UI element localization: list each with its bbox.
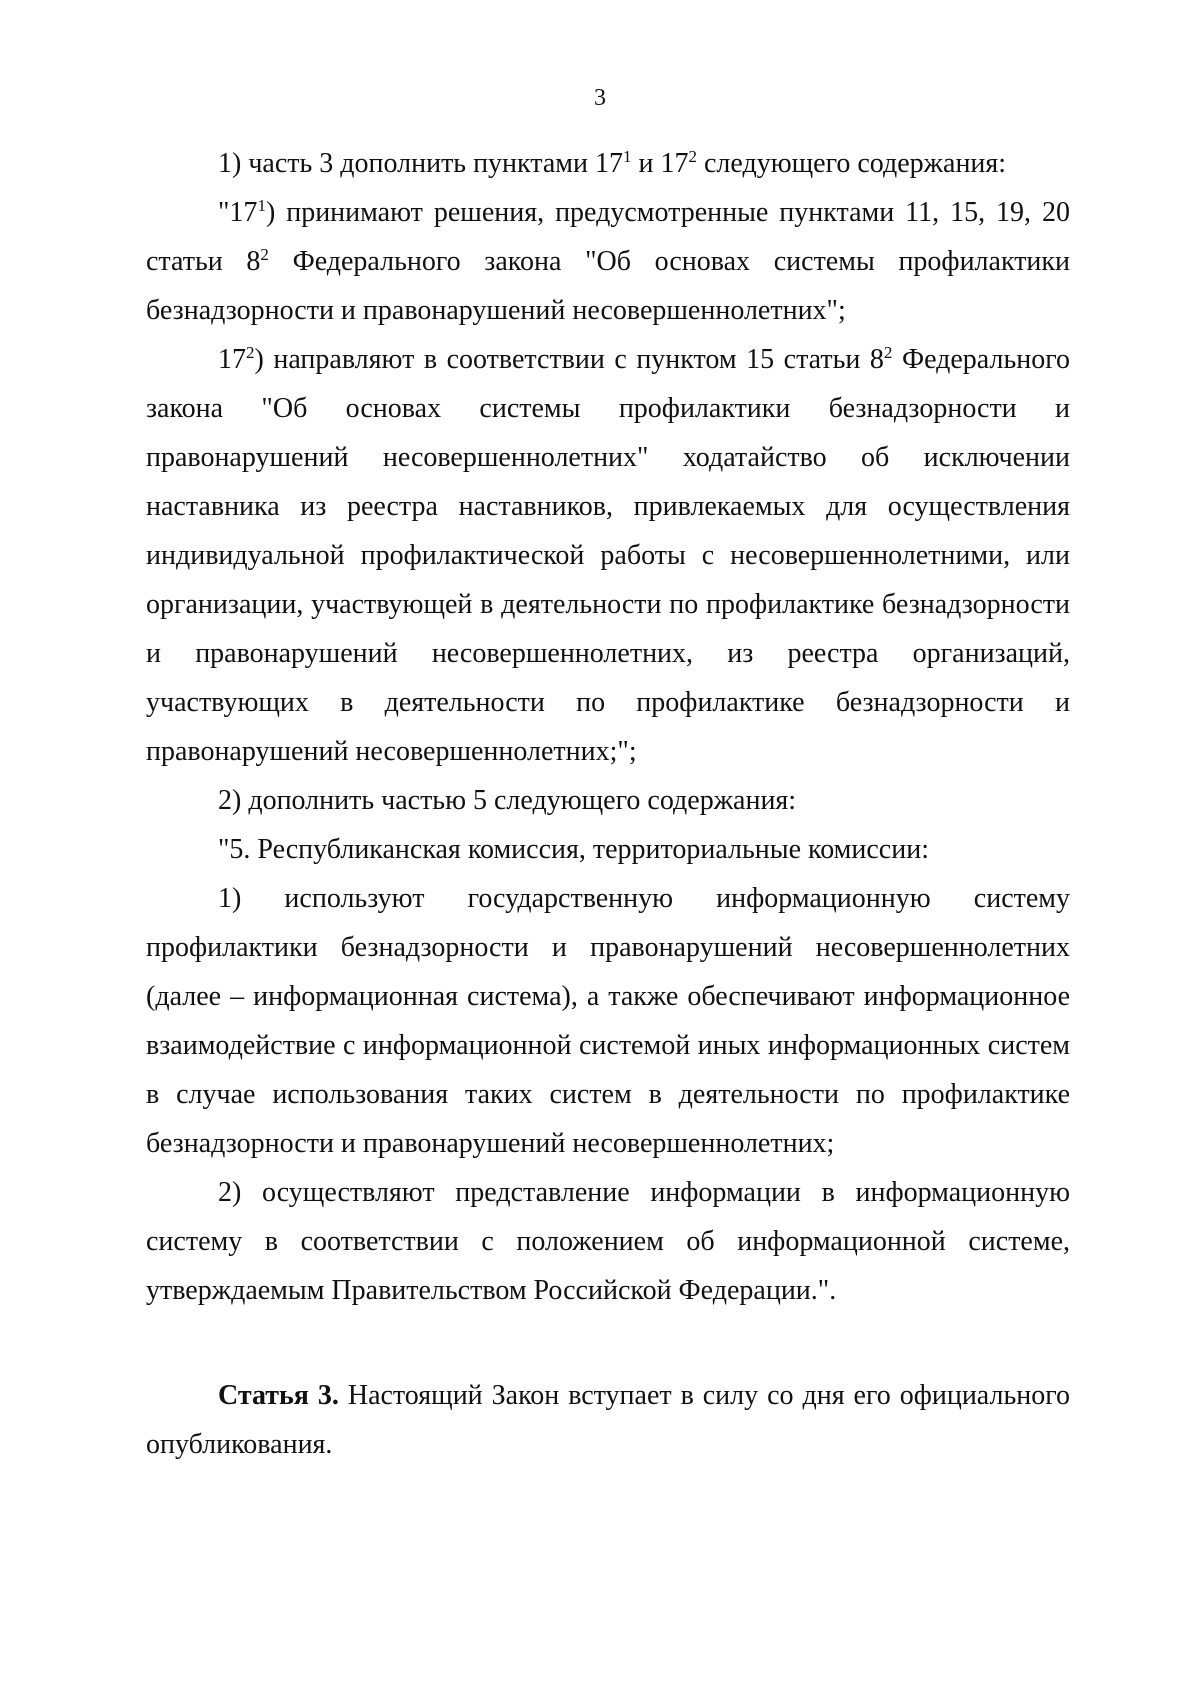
paragraph-item-17-2 [146,335,1070,776]
paragraph-part5-item2: 2) осуществляют представление информации в информационную систему в соответствии с положением об информационной системе, утверждаемым Правительством Российской Федерации.". [146,1177,1070,1306]
paragraph-part5-item1: 1) используют государственную информационную систему профилактики безнадзорности и правонарушений несовершеннолетних (далее – информационная система), а также обеспечивают информационное взаимодействие с информационной системой иных информационных систем в случае использования таких систем в деятельности по профилактике безнадзорности и правонарушений несовершеннолетних; [146,883,1070,1159]
superscript: 1 [257,196,266,215]
paragraph-amendment-part3 [146,139,1070,188]
article-3-paragraph [146,1371,1070,1469]
paragraph-text: ) направляют в соответствии с пунктом 15 статьи 8 [254,344,884,375]
paragraph-text: Федерального закона "Об основах системы профилактики безнадзорности и правонарушений несовершеннолетних" ходатайство об исключении наставника из реестра наставников, привлекаемых для осуществления индивидуальной профилактической работы с несовершеннолетними, или организации, участвующей в деятельности по профилактике безнадзорности и правонарушений несовершеннолетних, из реестра организаций, участвующих в деятельности по профилактике безнадзорности и правонарушений несовершеннолетних;"; [146,344,1070,767]
superscript: 2 [246,343,255,362]
paragraph-text: Федерального закона "Об основах системы профилактики безнадзорности и правонарушений несовершеннолетних"; [146,246,1071,326]
paragraph-item-17-1 [146,188,1070,335]
superscript: 2 [688,147,697,166]
article-3-label: Статья 3. [218,1380,339,1411]
paragraph-text: следующего содержания: [696,148,1007,179]
paragraph-text: 1) часть 3 дополнить пунктами 17 [218,148,623,179]
paragraph-text: 17 [218,344,246,375]
document-body [146,139,1070,1469]
paragraph-text: ) принимают решения, предусмотренные пунктами 11, 15, 19, 20 статьи 8 [146,197,1070,277]
superscript: 2 [260,245,269,264]
paragraph-text: "17 [218,197,258,228]
paragraph-part5-heading: "5. Республиканская комиссия, территориальные комиссии: [218,834,929,865]
paragraph-amendment-part5: 2) дополнить частью 5 следующего содержания: [218,785,797,816]
paragraph-text: и 17 [631,148,689,179]
superscript: 2 [883,343,893,362]
section-spacer [146,1315,1070,1371]
article-3-text: Настоящий Закон вступает в силу со дня его официального опубликования. [146,1380,1070,1460]
superscript: 1 [623,147,632,166]
page-number: 3 [594,85,606,111]
